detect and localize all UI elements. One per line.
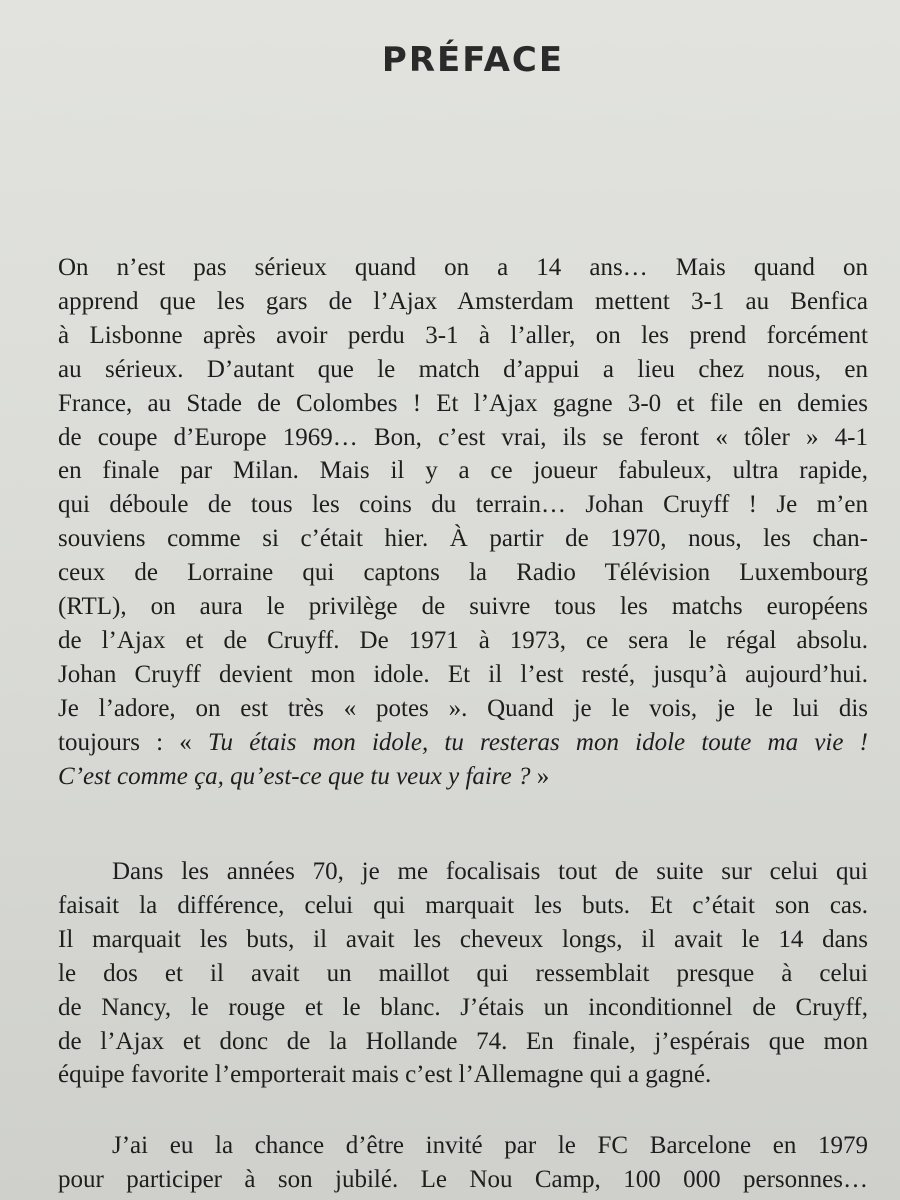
quote-text-1: Tu étais mon idole, tu resteras mon idole toute ma vie ! [208, 728, 868, 756]
text-line: France, au Stade de Colombes ! Et l’Ajax gagne 3-0 et file en demies [58, 389, 868, 417]
quote-line-2 [58, 760, 868, 794]
text-line: J’ai eu la chance d’être invité par le FC Barcelone en 1979 [112, 1132, 868, 1159]
text-line: Je l’adore, on est très « potes ». Quand je le vois, je le lui dis [58, 694, 868, 722]
text-line: de Nancy, le rouge et le blanc. J’étais un inconditionnel de Cruyff, [58, 993, 868, 1021]
quote-close: » [536, 762, 550, 790]
text-line: faisait la différence, celui qui marquait les buts. Et c’était son cas. [58, 891, 868, 919]
quote-text-2: C’est comme ça, qu’est-ce que tu veux y faire ? [58, 762, 531, 790]
text-line: en finale par Milan. Mais il y a ce joueur fabuleux, ultra rapide, [58, 457, 868, 485]
text-line: au sérieux. D’autant que le match d’appui a lieu chez nous, en [58, 355, 868, 383]
text-line: apprend que les gars de l’Ajax Amsterdam mettent 3-1 au Benfica [58, 287, 868, 315]
text-line: Il marquait les buts, il avait les cheveux longs, il avait le 14 dans [58, 925, 868, 953]
text-line: qui déboule de tous les coins du terrain… Johan Cruyff ! Je m’en [58, 491, 868, 519]
page-title: PRÉFACE [381, 40, 565, 80]
text-line: équipe favorite l’emporterait mais c’est l’Allemagne qui a gagné. [58, 1061, 712, 1089]
paragraph-1 [58, 251, 868, 794]
text-line: (RTL), on aura le privilège de suivre tous les matchs européens [58, 593, 868, 621]
paragraph-3 [58, 1129, 868, 1197]
text-line: de l’Ajax et donc de la Hollande 74. En finale, j’espérais que mon [58, 1027, 868, 1055]
text-line: le dos et il avait un maillot qui ressemblait presque à celui [58, 959, 868, 987]
text-line: pour participer à son jubilé. Le Nou Camp, 100 000 personnes… [58, 1165, 868, 1193]
quote-line-1 [58, 726, 868, 760]
text-line: Dans les années 70, je me focalisais tout de suite sur celui qui [112, 858, 868, 885]
text-line: souviens comme si c’était hier. À partir de 1970, nous, les chan- [58, 525, 868, 553]
paragraph-2 [58, 855, 868, 1092]
text-line: à Lisbonne après avoir perdu 3-1 à l’aller, on les prend forcément [58, 321, 868, 349]
text-line: On n’est pas sérieux quand on a 14 ans… Mais quand on [58, 254, 868, 281]
quote-prefix: toujours : « [58, 728, 192, 756]
text-line: de coupe d’Europe 1969… Bon, c’est vrai, ils se feront « tôler » 4-1 [58, 423, 868, 451]
text-line: Johan Cruyff devient mon idole. Et il l’est resté, jusqu’à aujourd’hui. [58, 660, 868, 688]
text-line: ceux de Lorraine qui captons la Radio Télévision Luxembourg [58, 559, 868, 587]
text-line: de l’Ajax et de Cruyff. De 1971 à 1973, ce sera le régal absolu. [58, 626, 868, 654]
